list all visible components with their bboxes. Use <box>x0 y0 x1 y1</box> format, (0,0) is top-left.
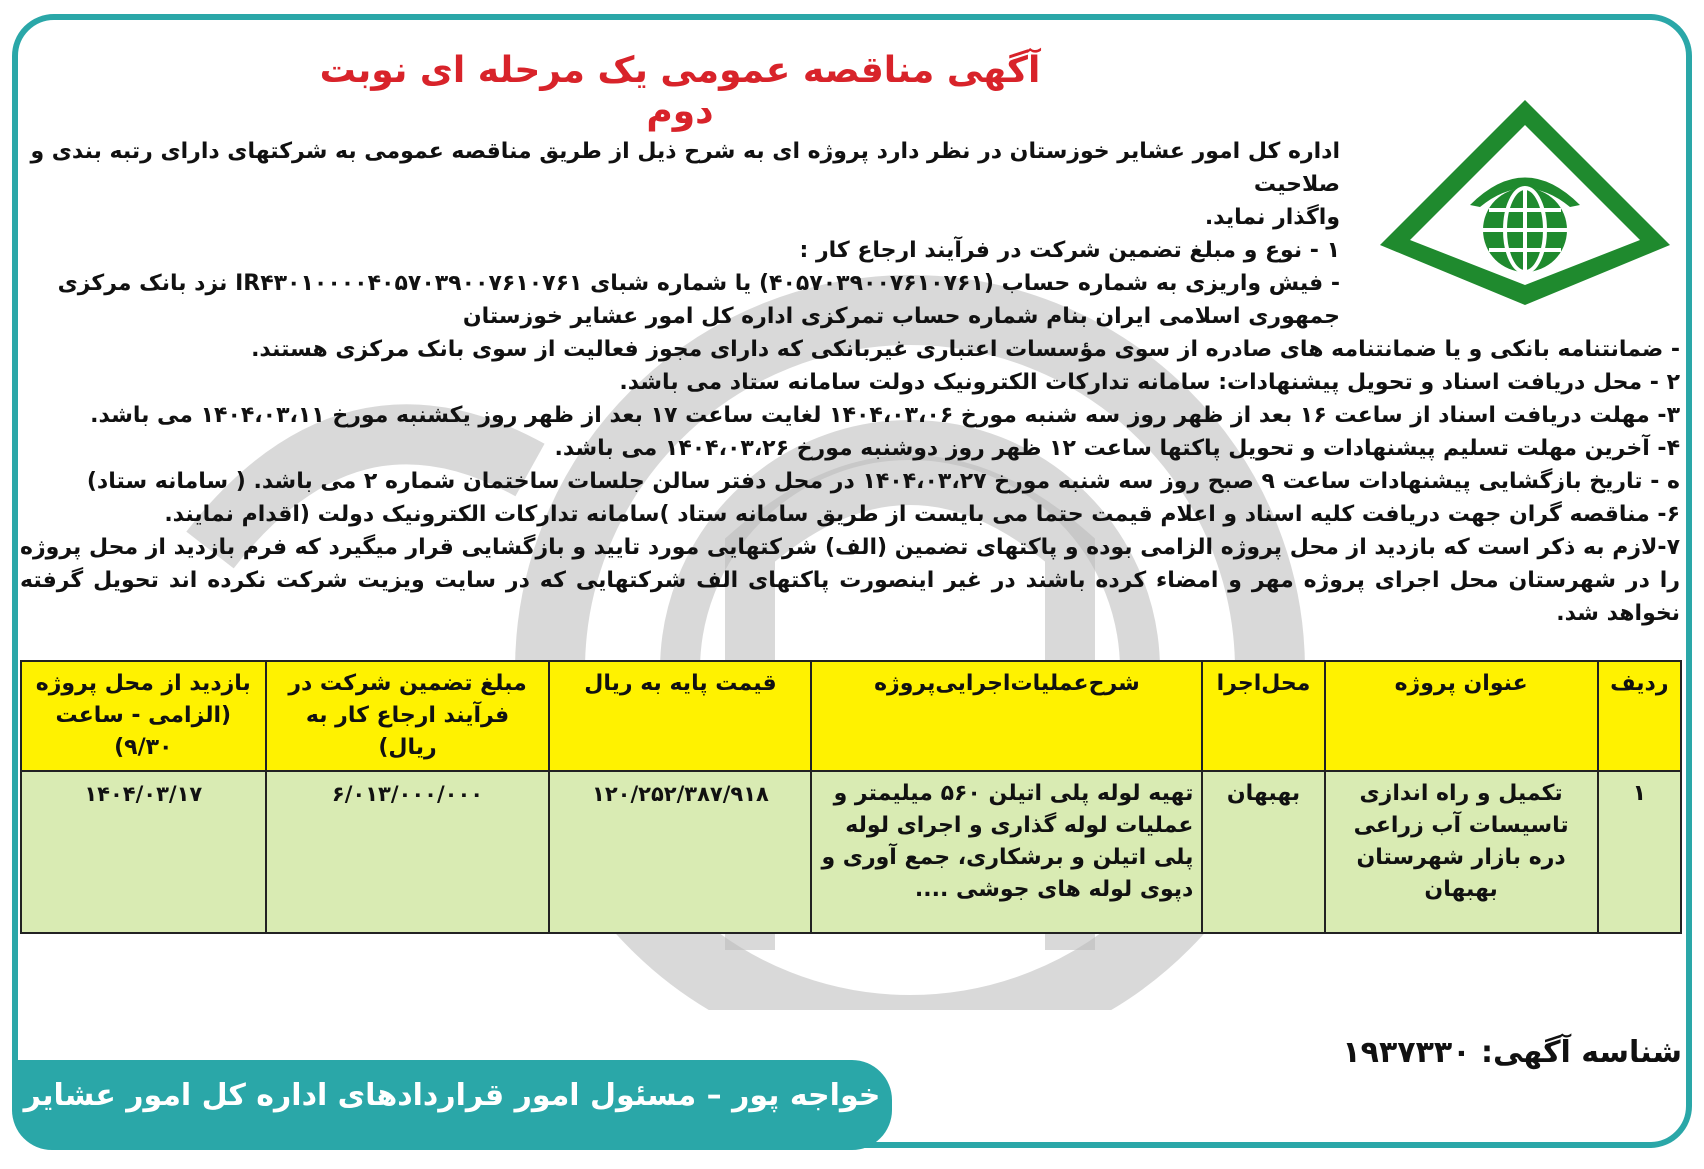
header-visit: بازدید از محل پروژه (الزامی - ساعت ۹/۳۰) <box>21 661 266 771</box>
cell-description: تهیه لوله پلی اتیلن ۵۶۰ میلیمتر و عملیات لوله گذاری و اجرای لوله پلی اتیلن و برشکاری، جمع آوری و دپوی لوله های جوشی .... <box>811 771 1202 933</box>
project-table <box>20 660 1682 934</box>
header-project-title: عنوان پروژه <box>1325 661 1598 771</box>
cell-guarantee: ۶/۰۱۳/۰۰۰/۰۰۰ <box>266 771 550 933</box>
table-header-row <box>21 661 1681 771</box>
rule-item: ۴- آخرین مهلت تسلیم پیشنهادات و تحویل پاکتها ساعت ۱۲ ظهر روز دوشنبه مورخ ۱۴۰۴،۰۳،۲۶ می باشد. <box>554 436 1680 461</box>
cell-base-price: ۱۲۰/۲۵۲/۳۸۷/۹۱۸ <box>549 771 811 933</box>
rule-item: ۲ - محل دریافت اسناد و تحویل پیشنهادات: سامانه تدارکات الکترونیک دولت سامانه ستاد می باشد. <box>619 370 1680 395</box>
rule-item: ۷-لازم به ذکر است که بازدید از محل پروژه الزامی بوده و پاکتهای تضمین (الف) شرکتهایی مورد تایید و بازگشایی قرار میگیرد که فرم بازدید از محل پروژه را در شهرستان محل اجرای پروژه مهر و امضاء کرده باشند در غیر اینصورت پاکتهای الف شرکتهایی که در سایت ویزیت شرکت نکرده اند تحویل گرفته نخواهد شد. <box>20 535 1680 626</box>
header-description: شرح‌عملیات‌اجرایی‌پروژه <box>811 661 1202 771</box>
intro-line: - فیش واریزی به شماره حساب (۴۰۵۷۰۳۹۰۰۷۶۱۰۷۶۱) یا شماره شبای IR۴۳۰۱۰۰۰۰۴۰۵۷۰۳۹۰۰۷۶۱۰۷۶۱ نزد بانک مرکزی <box>57 271 1340 296</box>
footer-banner <box>12 1060 892 1150</box>
header-base-price: قیمت پایه به ریال <box>549 661 811 771</box>
ad-id: شناسه آگهی: ۱۹۳۷۳۳۰ <box>1342 1035 1682 1070</box>
header-row-number: ردیف <box>1598 661 1681 771</box>
header-guarantee: مبلغ تضمین شرکت در فرآیند ارجاع کار به ریال) <box>266 661 550 771</box>
intro-line: جمهوری اسلامی ایران بنام شماره حساب تمرکزی اداره کل امور عشایر خوزستان <box>462 304 1340 329</box>
intro-line: اداره کل امور عشایر خوزستان در نظر دارد پروژه ای به شرح ذیل از طریق مناقصه عمومی به شرکتهای دارای رتبه بندی و صلاحیت <box>30 139 1340 197</box>
rule-item: ۳- مهلت دریافت اسناد از ساعت ۱۶ بعد از ظهر روز سه شنبه مورخ ۱۴۰۴،۰۳،۰۶ لغایت ساعت ۱۷ بعد از ظهر روز یکشنبه مورخ ۱۴۰۴،۰۳،۱۱ می باشد. <box>90 403 1680 428</box>
rule-item: - ضمانتنامه بانکی و یا ضمانتنامه های صادره از سوی مؤسسات اعتباری غیربانکی که دارای مجوز فعالیت از سوی بانک مرکزی هستند. <box>251 337 1680 362</box>
footer-signature: خواجه پور – مسئول امور قراردادهای اداره کل امور عشایر <box>23 1078 881 1113</box>
notice-rules <box>20 333 1680 630</box>
intro-line: واگذار نماید. <box>1204 205 1340 230</box>
organization-logo-icon <box>1375 95 1675 310</box>
rule-item: ۶- مناقصه گران جهت دریافت کلیه اسناد و اعلام قیمت حتما می بایست از طریق سامانه ستاد )سامانه تدارکات الکترونیک دولت (اقدام نمایند. <box>164 502 1680 527</box>
cell-visit: ۱۴۰۴/۰۳/۱۷ <box>21 771 266 933</box>
cell-location: بهبهان <box>1202 771 1324 933</box>
header-location: محل‌اجرا <box>1202 661 1324 771</box>
notice-title: آگهی مناقصه عمومی یک مرحله ای نوبت دوم <box>319 50 1041 132</box>
rule-item: ه - تاریخ بازگشایی پیشنهادات ساعت ۹ صبح روز سه شنبه مورخ ۱۴۰۴،۰۳،۲۷ در محل دفتر سالن جلسات ساختمان شماره ۲ می باشد. ( سامانه ستاد) <box>86 469 1680 494</box>
cell-project-title: تکمیل و راه اندازی تاسیسات آب زراعی دره بازار شهرستان بهبهان <box>1325 771 1598 933</box>
notice-intro <box>20 135 1340 333</box>
table-row <box>21 771 1681 933</box>
intro-line: ۱ - نوع و مبلغ تضمین شرکت در فرآیند ارجاع کار : <box>799 238 1340 263</box>
cell-row-number: ۱ <box>1598 771 1681 933</box>
